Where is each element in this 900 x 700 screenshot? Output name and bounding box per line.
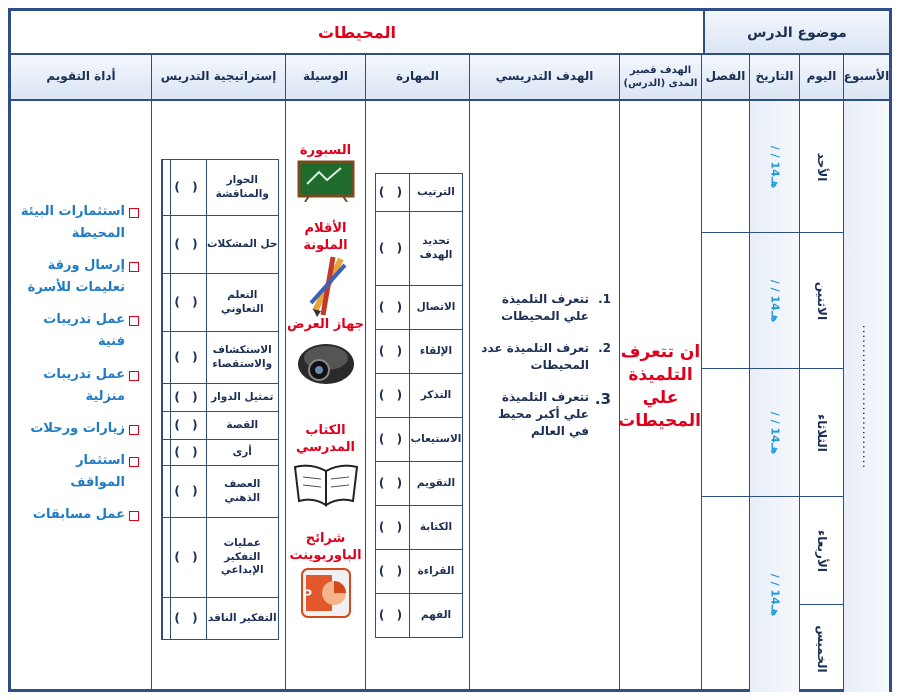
evaluation-item[interactable] — [19, 309, 139, 353]
tool-textbook — [286, 423, 365, 515]
header-day: اليوم — [799, 55, 843, 101]
skills-table — [375, 173, 463, 638]
tool-powerpoint — [286, 531, 365, 625]
skill-checkbox[interactable]: ( ) — [376, 506, 410, 550]
day-name: الخميس — [814, 624, 829, 673]
day-row-thursday — [800, 605, 843, 692]
header-evaluation: أداة التقويم — [11, 55, 151, 101]
checkbox-icon[interactable] — [129, 208, 139, 218]
date-value[interactable]: / / 14هـ — [768, 573, 781, 616]
day-row-sunday — [800, 101, 843, 233]
checkbox-icon[interactable] — [129, 511, 139, 521]
evaluation-list — [19, 201, 139, 536]
date-column — [749, 101, 799, 692]
header-teaching-objective: الهدف التدريسي — [469, 55, 619, 101]
objective-item — [480, 340, 611, 375]
date-row — [750, 101, 799, 233]
class-column — [701, 101, 749, 692]
skill-checkbox[interactable]: ( ) — [376, 212, 410, 286]
skill-checkbox[interactable]: ( ) — [376, 330, 410, 374]
objective-item — [480, 291, 611, 326]
header-short-objective: الهدف قصير المدى (الدرس) — [619, 55, 701, 101]
skill-label: الاتصال — [410, 286, 463, 330]
strategy-margin — [162, 274, 170, 332]
strategy-label: التفكير الناقد — [206, 598, 279, 640]
date-row — [750, 369, 799, 497]
evaluation-text: عمل تدريبات منزلية — [43, 366, 125, 404]
strategy-margin — [162, 332, 170, 384]
objective-number: 3. — [594, 389, 611, 408]
date-row — [750, 233, 799, 369]
strategy-checkbox[interactable]: ( ) — [170, 412, 206, 440]
tool-pens — [286, 221, 365, 323]
unit-title: المحيطات — [318, 23, 396, 42]
objective-text: تعرف التلميذة عدد المحيطات — [481, 340, 589, 373]
evaluation-text: عمل مسابقات — [32, 507, 125, 523]
tool-board — [286, 143, 365, 206]
header-skill: المهارة — [365, 55, 469, 101]
strategy-margin — [162, 384, 170, 412]
lesson-topic-header — [703, 11, 889, 55]
strategy-label: العصف الذهني — [206, 466, 279, 518]
day-name: الثلاثاء — [814, 413, 829, 452]
unit-title-header — [11, 11, 703, 55]
objective-number: 1. — [598, 292, 611, 306]
strategy-margin — [162, 598, 170, 640]
strategy-checkbox[interactable]: ( ) — [170, 598, 206, 640]
skill-checkbox[interactable]: ( ) — [376, 550, 410, 594]
evaluation-item[interactable] — [19, 364, 139, 408]
tool-label: السبورة — [299, 143, 352, 158]
objective-text: تتعرف التلميذة علي أكبر محيط في العالم — [498, 389, 589, 439]
short-objective-text: ان تتعرف التلميذة علي المحيطات — [618, 342, 701, 431]
tool-label: الكتاب المدرسي — [296, 423, 355, 455]
skill-checkbox[interactable]: ( ) — [376, 286, 410, 330]
strategy-label: التعلم التعاوني — [206, 274, 279, 332]
date-row — [750, 497, 799, 692]
strategy-margin — [162, 216, 170, 274]
strategy-label: الاستكشاف والاستقصاء — [206, 332, 279, 384]
projector-icon — [295, 334, 357, 388]
strategy-checkbox[interactable]: ( ) — [170, 332, 206, 384]
class-row — [702, 233, 749, 369]
skill-label: الاستيعاب — [410, 418, 463, 462]
evaluation-item[interactable] — [19, 255, 139, 299]
objective-number: 2. — [598, 340, 611, 355]
strategy-label: القصة — [206, 412, 279, 440]
evaluation-item[interactable] — [19, 201, 139, 245]
skill-checkbox[interactable]: ( ) — [376, 418, 410, 462]
strategy-checkbox[interactable]: ( ) — [170, 466, 206, 518]
strategy-margin — [162, 440, 170, 466]
week-column — [843, 101, 889, 692]
strategy-label: حل المشكلات — [206, 216, 279, 274]
evaluation-text: عمل تدريبات فنية — [43, 312, 125, 350]
header-tool: الوسيلة — [285, 55, 365, 101]
evaluation-item[interactable] — [19, 504, 139, 526]
class-row — [702, 101, 749, 233]
evaluation-text: زيارات ورحلات — [30, 420, 125, 436]
strategy-label: عمليات التفكير الإبداعي — [206, 518, 279, 598]
strategy-label: أرى — [206, 440, 279, 466]
evaluation-text: استثمارات البيئة المحيطة — [20, 204, 125, 242]
class-row — [702, 369, 749, 497]
tool-label: جهاز العرض — [286, 317, 365, 332]
evaluation-item[interactable] — [19, 450, 139, 494]
skill-label: الكتابة — [410, 506, 463, 550]
skill-label: القراءة — [410, 550, 463, 594]
colored-pencils-icon — [303, 255, 349, 319]
strategy-label: الحوار والمناقشة — [206, 160, 279, 216]
skill-checkbox[interactable]: ( ) — [376, 174, 410, 212]
lesson-plan-table — [8, 8, 892, 692]
objective-text: تتعرف التلميذة علي المحيطات — [501, 292, 589, 324]
skill-label: الإلقاء — [410, 330, 463, 374]
skill-label: التقويم — [410, 462, 463, 506]
day-name: الأربعاء — [814, 529, 829, 572]
checkbox-icon[interactable] — [129, 371, 139, 381]
skill-checkbox[interactable]: ( ) — [376, 462, 410, 506]
short-objective-column — [619, 101, 701, 692]
skill-label: الفهم — [410, 594, 463, 638]
tool-projector — [286, 317, 365, 392]
day-row-monday — [800, 233, 843, 369]
skill-label: التذكر — [410, 374, 463, 418]
strategy-checkbox[interactable]: ( ) — [170, 384, 206, 412]
strategy-checkbox[interactable]: ( ) — [170, 160, 206, 216]
strategy-checkbox[interactable]: ( ) — [170, 518, 206, 598]
strategy-checkbox[interactable]: ( ) — [170, 440, 206, 466]
objectives-list — [480, 291, 611, 455]
date-value[interactable]: / / 14هـ — [768, 145, 781, 188]
day-row-tuesday — [800, 369, 843, 497]
strategy-margin — [162, 466, 170, 518]
chalkboard-icon — [297, 160, 355, 202]
strategy-label: تمثيل الدوار — [206, 384, 279, 412]
strategy-column — [151, 101, 285, 692]
day-row-wednesday — [800, 497, 843, 605]
skill-column — [365, 101, 469, 692]
tool-label: الأقلام الملونة — [303, 221, 348, 253]
strategy-margin — [162, 412, 170, 440]
evaluation-column — [11, 101, 151, 692]
strategies-table — [161, 159, 279, 640]
checkbox-icon[interactable] — [129, 262, 139, 272]
evaluation-text: استثمار المواقف — [70, 452, 125, 490]
day-column — [799, 101, 843, 692]
evaluation-text: إرسال ورقة تعليمات للأسرة — [27, 258, 125, 296]
day-name: الاثنين — [814, 281, 829, 320]
header-strategy: إستراتيجية التدريس — [151, 55, 285, 101]
date-value[interactable]: / / 14هـ — [768, 279, 781, 322]
teaching-objective-column — [469, 101, 619, 692]
date-value[interactable]: / / 14هـ — [768, 411, 781, 454]
checkbox-icon[interactable] — [129, 457, 139, 467]
svg-text:P: P — [302, 585, 312, 602]
lesson-topic-label: موضوع الدرس — [747, 25, 847, 41]
strategy-checkbox[interactable]: ( ) — [170, 274, 206, 332]
tool-column — [285, 101, 365, 692]
week-value: .............................. — [859, 324, 874, 469]
header-date: التاريخ — [749, 55, 799, 101]
open-book-icon — [291, 457, 361, 511]
powerpoint-icon — [298, 565, 354, 621]
skill-checkbox[interactable]: ( ) — [376, 594, 410, 638]
tool-label: شرائح الباوربوينت — [289, 531, 362, 563]
strategy-checkbox[interactable]: ( ) — [170, 216, 206, 274]
objective-item — [480, 389, 611, 441]
header-class: الفصل — [701, 55, 749, 101]
checkbox-icon[interactable] — [129, 316, 139, 326]
skill-label: تحديد الهدف — [410, 212, 463, 286]
strategy-margin — [162, 518, 170, 598]
strategy-margin — [162, 160, 170, 216]
evaluation-item[interactable] — [19, 418, 139, 440]
skill-checkbox[interactable]: ( ) — [376, 374, 410, 418]
header-week: الأسبوع — [843, 55, 889, 101]
day-name: الأحد — [814, 152, 829, 181]
skill-label: الترتيب — [410, 174, 463, 212]
checkbox-icon[interactable] — [129, 425, 139, 435]
